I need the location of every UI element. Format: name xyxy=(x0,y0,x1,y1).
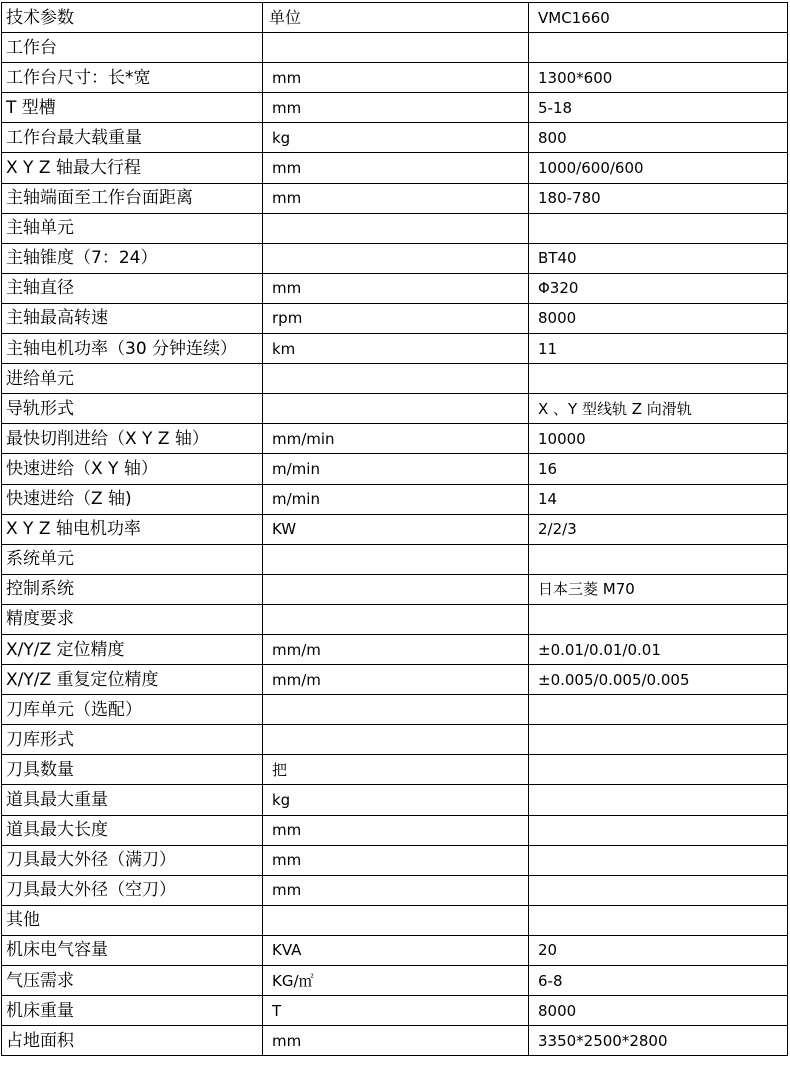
value-cell: 6-8 xyxy=(529,966,788,996)
table-row xyxy=(2,665,788,695)
value-cell: 20 xyxy=(529,935,788,965)
value-cell xyxy=(529,845,788,875)
table-header-row xyxy=(2,3,788,33)
value-cell xyxy=(529,785,788,815)
param-cell: 刀库单元（选配） xyxy=(2,695,263,725)
param-cell: 快速进给（Z 轴) xyxy=(2,484,263,514)
unit-cell xyxy=(263,544,529,574)
header-unit: 单位 xyxy=(263,3,529,33)
table-row xyxy=(2,815,788,845)
unit-cell: kg xyxy=(263,123,529,153)
value-cell: 14 xyxy=(529,484,788,514)
value-cell: 5-18 xyxy=(529,93,788,123)
unit-cell: mm xyxy=(263,183,529,213)
table-row xyxy=(2,725,788,755)
unit-cell xyxy=(263,213,529,243)
spec-table-body xyxy=(2,3,788,1056)
unit-cell: mm xyxy=(263,63,529,93)
value-cell: 1300*600 xyxy=(529,63,788,93)
param-cell: 精度要求 xyxy=(2,604,263,634)
value-cell: 1000/600/600 xyxy=(529,153,788,183)
table-row xyxy=(2,574,788,604)
table-row xyxy=(2,514,788,544)
unit-cell: KVA xyxy=(263,935,529,965)
value-cell: 2/2/3 xyxy=(529,514,788,544)
unit-cell: m/min xyxy=(263,484,529,514)
table-row xyxy=(2,755,788,785)
table-row xyxy=(2,544,788,574)
header-value: VMC1660 xyxy=(529,3,788,33)
unit-cell xyxy=(263,905,529,935)
table-row xyxy=(2,484,788,514)
unit-cell xyxy=(263,364,529,394)
unit-cell xyxy=(263,394,529,424)
value-cell xyxy=(529,544,788,574)
unit-cell: KG/㎡ xyxy=(263,966,529,996)
param-cell: 机床电气容量 xyxy=(2,935,263,965)
table-row xyxy=(2,996,788,1026)
param-cell: 主轴锥度（7：24） xyxy=(2,243,263,273)
table-row xyxy=(2,634,788,664)
unit-cell xyxy=(263,33,529,63)
table-row xyxy=(2,183,788,213)
param-cell: X Y Z 轴电机功率 xyxy=(2,514,263,544)
unit-cell: mm xyxy=(263,845,529,875)
value-cell: ±0.01/0.01/0.01 xyxy=(529,634,788,664)
unit-cell: 把 xyxy=(263,755,529,785)
param-cell: 刀具最大外径（空刀） xyxy=(2,875,263,905)
value-cell: ±0.005/0.005/0.005 xyxy=(529,665,788,695)
value-cell: X 、Y 型线轨 Z 向滑轨 xyxy=(529,394,788,424)
param-cell: X/Y/Z 定位精度 xyxy=(2,634,263,664)
unit-cell: mm xyxy=(263,153,529,183)
param-cell: 主轴电机功率（30 分钟连续） xyxy=(2,334,263,364)
value-cell: 8000 xyxy=(529,996,788,1026)
table-row xyxy=(2,153,788,183)
value-cell xyxy=(529,695,788,725)
value-cell: 3350*2500*2800 xyxy=(529,1026,788,1056)
param-cell: 气压需求 xyxy=(2,966,263,996)
value-cell: 日本三菱 M70 xyxy=(529,574,788,604)
table-row xyxy=(2,875,788,905)
param-cell: 工作台最大载重量 xyxy=(2,123,263,153)
value-cell xyxy=(529,875,788,905)
unit-cell: mm xyxy=(263,273,529,303)
param-cell: 机床重量 xyxy=(2,996,263,1026)
table-row xyxy=(2,604,788,634)
table-row xyxy=(2,845,788,875)
unit-cell: mm xyxy=(263,815,529,845)
param-cell: 工作台尺寸：长*宽 xyxy=(2,63,263,93)
param-cell: 占地面积 xyxy=(2,1026,263,1056)
unit-cell: kg xyxy=(263,785,529,815)
param-cell: 主轴单元 xyxy=(2,213,263,243)
value-cell xyxy=(529,815,788,845)
param-cell: X/Y/Z 重复定位精度 xyxy=(2,665,263,695)
param-cell: 道具最大重量 xyxy=(2,785,263,815)
param-cell: 进给单元 xyxy=(2,364,263,394)
value-cell xyxy=(529,905,788,935)
unit-cell xyxy=(263,574,529,604)
table-row xyxy=(2,966,788,996)
value-cell: 16 xyxy=(529,454,788,484)
table-row xyxy=(2,424,788,454)
unit-cell: T xyxy=(263,996,529,1026)
table-row xyxy=(2,213,788,243)
unit-cell: KW xyxy=(263,514,529,544)
table-row xyxy=(2,364,788,394)
table-row xyxy=(2,935,788,965)
param-cell: 工作台 xyxy=(2,33,263,63)
param-cell: 刀具数量 xyxy=(2,755,263,785)
param-cell: 主轴直径 xyxy=(2,273,263,303)
table-row xyxy=(2,273,788,303)
value-cell: 11 xyxy=(529,334,788,364)
value-cell xyxy=(529,364,788,394)
table-row xyxy=(2,33,788,63)
param-cell: 主轴端面至工作台面距离 xyxy=(2,183,263,213)
unit-cell: m/min xyxy=(263,454,529,484)
unit-cell: mm/m xyxy=(263,665,529,695)
table-row xyxy=(2,905,788,935)
param-cell: 导轨形式 xyxy=(2,394,263,424)
unit-cell xyxy=(263,695,529,725)
param-cell: 刀具最大外径（满刀） xyxy=(2,845,263,875)
value-cell xyxy=(529,604,788,634)
param-cell: 刀库形式 xyxy=(2,725,263,755)
table-row xyxy=(2,334,788,364)
table-row xyxy=(2,63,788,93)
unit-cell: mm xyxy=(263,1026,529,1056)
table-row xyxy=(2,243,788,273)
unit-cell: rpm xyxy=(263,303,529,333)
value-cell xyxy=(529,33,788,63)
value-cell: 8000 xyxy=(529,303,788,333)
unit-cell xyxy=(263,243,529,273)
table-row xyxy=(2,303,788,333)
table-row xyxy=(2,695,788,725)
unit-cell: km xyxy=(263,334,529,364)
table-row xyxy=(2,394,788,424)
table-row xyxy=(2,1026,788,1056)
value-cell xyxy=(529,725,788,755)
unit-cell: mm/min xyxy=(263,424,529,454)
spec-table xyxy=(1,2,788,1056)
param-cell: 系统单元 xyxy=(2,544,263,574)
value-cell xyxy=(529,213,788,243)
unit-cell: mm/m xyxy=(263,634,529,664)
value-cell: 800 xyxy=(529,123,788,153)
table-row xyxy=(2,93,788,123)
value-cell: BT40 xyxy=(529,243,788,273)
param-cell: 其他 xyxy=(2,905,263,935)
param-cell: 控制系统 xyxy=(2,574,263,604)
param-cell: 最快切削进给（X Y Z 轴） xyxy=(2,424,263,454)
header-param: 技术参数 xyxy=(2,3,263,33)
table-row xyxy=(2,123,788,153)
unit-cell: mm xyxy=(263,93,529,123)
value-cell: 180-780 xyxy=(529,183,788,213)
table-row xyxy=(2,785,788,815)
value-cell xyxy=(529,755,788,785)
value-cell: Φ320 xyxy=(529,273,788,303)
unit-cell xyxy=(263,604,529,634)
value-cell: 10000 xyxy=(529,424,788,454)
param-cell: 快速进给（X Y 轴） xyxy=(2,454,263,484)
param-cell: X Y Z 轴最大行程 xyxy=(2,153,263,183)
param-cell: 主轴最高转速 xyxy=(2,303,263,333)
param-cell: T 型槽 xyxy=(2,93,263,123)
unit-cell: mm xyxy=(263,875,529,905)
table-row xyxy=(2,454,788,484)
param-cell: 道具最大长度 xyxy=(2,815,263,845)
unit-cell xyxy=(263,725,529,755)
